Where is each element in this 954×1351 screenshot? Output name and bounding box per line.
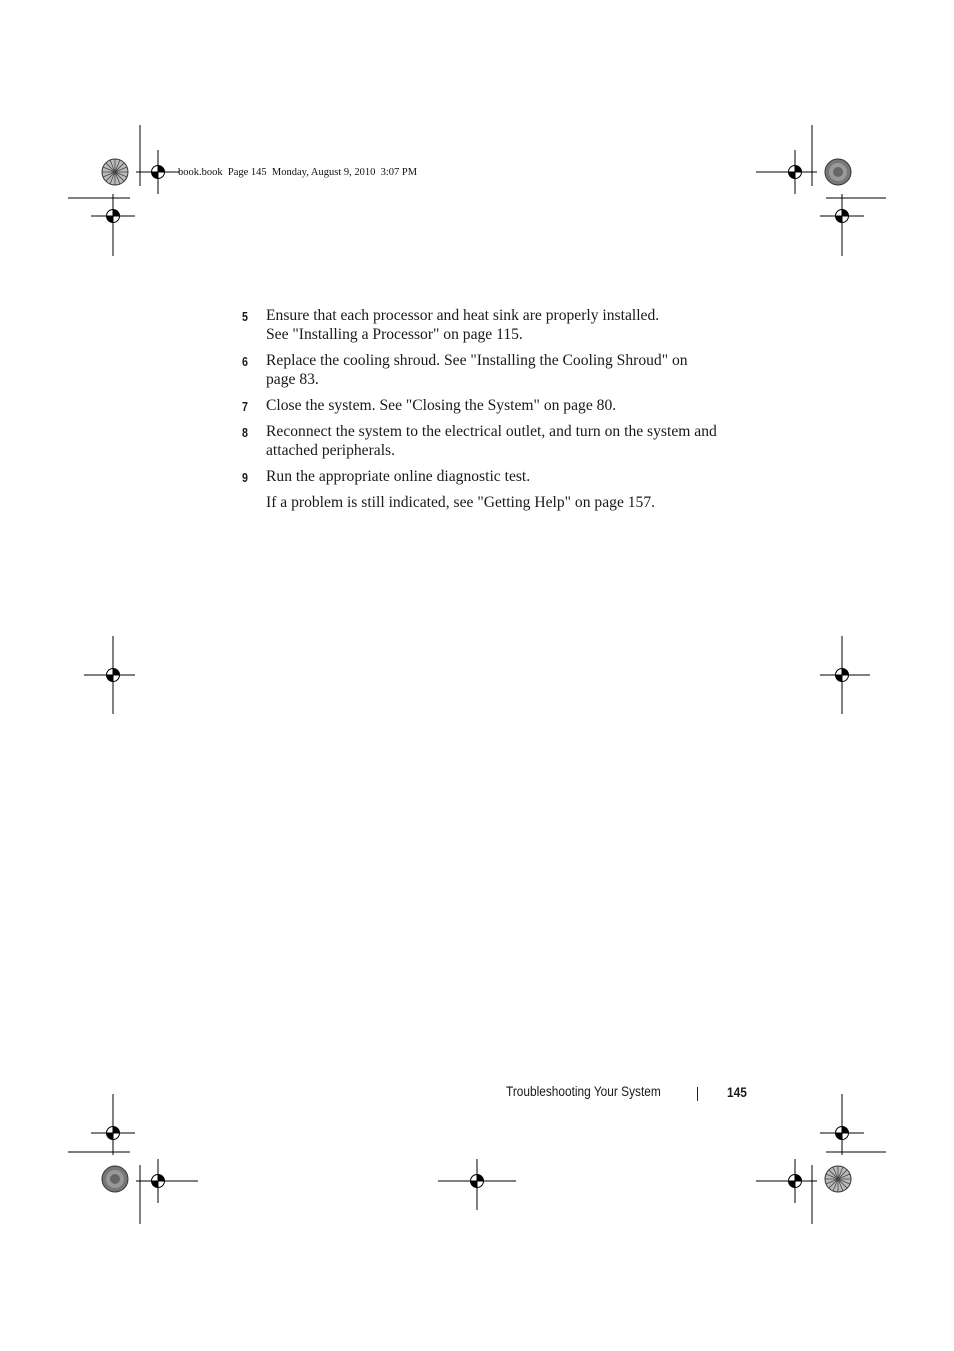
starburst-mark — [102, 159, 128, 185]
step-text: Replace the cooling shroud. See "Installing the Cooling Shroud" on — [266, 352, 688, 369]
help-note: If a problem is still indicated, see "Getting Help" on page 157. — [266, 494, 656, 511]
step-number: 9 — [242, 470, 248, 485]
starburst-mark — [825, 1166, 851, 1192]
step-9 — [242, 467, 762, 486]
step-number: 7 — [242, 399, 248, 414]
step-text: Run the appropriate online diagnostic test. — [266, 468, 531, 485]
dot-disc-mark — [102, 1166, 128, 1192]
step-6 — [242, 351, 762, 389]
registration-mark — [136, 150, 180, 194]
step-text: attached peripherals. — [266, 442, 396, 459]
step-number: 8 — [242, 425, 248, 440]
procedure-steps — [242, 306, 762, 512]
step-text: Close the system. See "Closing the System" on page 80. — [266, 397, 617, 414]
step-text: See "Installing a Processor" on page 115. — [266, 326, 523, 343]
step-number: 5 — [242, 309, 248, 324]
step-text: Reconnect the system to the electrical outlet, and turn on the system and — [266, 423, 717, 440]
step-number: 6 — [242, 354, 248, 369]
step-7 — [242, 396, 762, 415]
footer-divider — [697, 1087, 698, 1101]
page-footer — [506, 1084, 756, 1104]
step-5 — [242, 306, 762, 344]
step-text: Ensure that each processor and heat sink are properly installed. — [266, 307, 660, 324]
step-8 — [242, 422, 762, 460]
page-number: 145 — [727, 1084, 747, 1100]
dot-disc-mark — [825, 159, 851, 185]
step-text: page 83. — [266, 371, 319, 388]
section-title: Troubleshooting Your System — [506, 1084, 661, 1099]
print-slug: book.book Page 145 Monday, August 9, 2010 3:07 PM — [178, 167, 418, 178]
